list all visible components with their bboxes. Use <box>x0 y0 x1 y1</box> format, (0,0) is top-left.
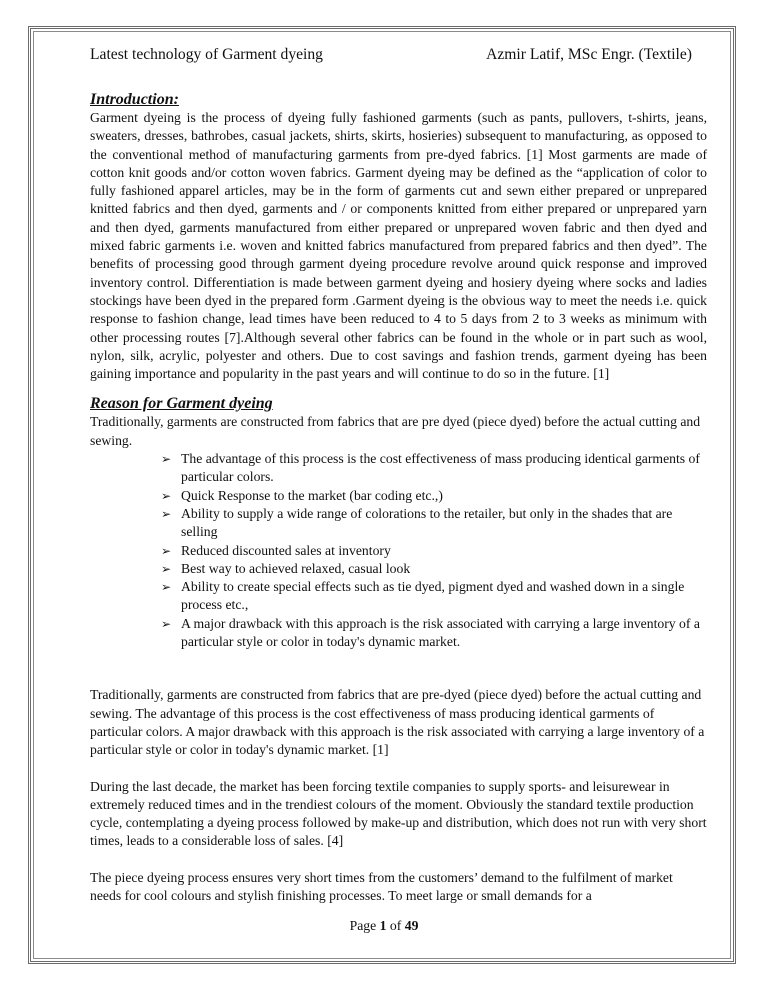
list-item <box>161 615 707 652</box>
header-author: Azmir Latif, MSc Engr. (Textile) <box>486 46 692 63</box>
footer-current-page: 1 <box>379 918 387 933</box>
header-title: Latest technology of Garment dyeing <box>90 46 323 63</box>
list-item-text: Best way to achieved relaxed, casual look <box>181 560 411 576</box>
list-item <box>161 542 707 560</box>
arrowhead-bullet-icon: ➢ <box>161 616 172 631</box>
list-item <box>161 560 707 578</box>
list-item-text: Ability to create special effects such as tie dyed, pigment dyed and washed down in a single process etc., <box>181 579 685 613</box>
list-item-text: Ability to supply a wide range of colorations to the retailer, but only in the shades that are selling <box>181 505 673 540</box>
page-footer <box>0 917 768 935</box>
arrowhead-bullet-icon: ➢ <box>161 543 172 558</box>
arrowhead-bullet-icon: ➢ <box>161 488 172 503</box>
reason-lead-paragraph: Traditionally, garments are constructed from fabrics that are pre dyed (piece dyed) before the actual cutting and sewing. <box>90 414 701 448</box>
intro-paragraph: Garment dyeing is the process of dyeing fully fashioned garments (such as pants, pullovers, t-shirts, jeans, sweaters, dresses, bathrobes, casual jackets, shirts, skirts, hosieries) subsequent to manufacturing, as opposed to the conventional method of manufacturing garments from pre-dyed fabrics. [1] Most garments are made of cotton knit goods and/or cotton woven fabrics. Garment dyeing may be defined as the “application of color to fully fashioned apparel articles, may be in the form of garments cut and sewn either prepared or unprepared knitted fabrics and then dyed, garments and / or components knitted from either prepared or unprepared yarn and then dyed, garments manufactured from either prepared or unprepared woven fabric and then dyed and mixed fabric garments i.e. woven and knitted fabrics manufactured from prepared fabrics and then dyed”. The benefits of processing good through garment dyeing procedure revolve around quick response and improved inventory control. Differentiation is made between garment dyeing and hosiery dyeing where socks and ladies stockings have been dyed in the prepared form .Garment dyeing is the obvious way to meet the needs i.e. quick response to fashion change, lead times have been reduced to 4 to 5 days from 2 to 3 weeks as minimum with other processing routes [7].Although several other fabrics can be found in the whole or in part such as wool, nylon, silk, acrylic, polyester and others. Due to cost savings and fashion trends, garment dyeing has been gaining importance and popularity in the past years and will continue to do so in the future. [1] <box>90 110 707 382</box>
list-item <box>161 450 707 487</box>
reason-bullet-list <box>90 450 707 651</box>
list-item <box>161 487 707 505</box>
document-body <box>90 90 707 905</box>
list-item-text: Reduced discounted sales at inventory <box>181 542 391 558</box>
footer-total-pages: 49 <box>404 918 419 933</box>
footer-page-word: Page <box>349 918 377 933</box>
arrowhead-bullet-icon: ➢ <box>161 561 172 576</box>
list-item-text: The advantage of this process is the cost effectiveness of mass producing identical garments of particular colors. <box>181 451 700 485</box>
reason-heading: Reason for Garment dyeing <box>90 395 273 413</box>
footer-of-word: of <box>389 918 402 933</box>
body-paragraph-piece-dyeing: The piece dyeing process ensures very short times from the customers’ demand to the fulfilment of market needs for cool colours and stylish finishing processes. To meet large or small demands for a <box>90 869 673 903</box>
list-item <box>161 505 707 542</box>
page-header <box>90 44 710 66</box>
intro-heading: Introduction: <box>90 91 179 108</box>
arrowhead-bullet-icon: ➢ <box>161 580 172 595</box>
body-paragraph-traditionally: Traditionally, garments are constructed from fabrics that are pre-dyed (piece dyed) before the actual cutting and sewing. The advantage of this process is the cost effectiveness of mass producing identical garments of particular colors. A major drawback with this approach is the risk associated with carrying a large inventory of a particular style or color in today's dynamic market. [1] <box>90 687 705 758</box>
list-item-text: A major drawback with this approach is the risk associated with carrying a large inventory of a particular style or color in today's dynamic market. <box>181 615 700 650</box>
list-item-text: Quick Response to the market (bar coding etc.,) <box>181 487 443 503</box>
arrowhead-bullet-icon: ➢ <box>161 506 172 521</box>
arrowhead-bullet-icon: ➢ <box>161 452 172 467</box>
list-item <box>161 578 707 615</box>
body-paragraph-last-decade: During the last decade, the market has been forcing textile companies to supply sports- and leisurewear in extremely reduced times and in the trendiest colours of the moment. Obviously the standard textile production cycle, contemplating a dyeing process followed by make-up and distribution, which does not run with very short times, leads to a considerable loss of sales. [4] <box>90 778 707 849</box>
